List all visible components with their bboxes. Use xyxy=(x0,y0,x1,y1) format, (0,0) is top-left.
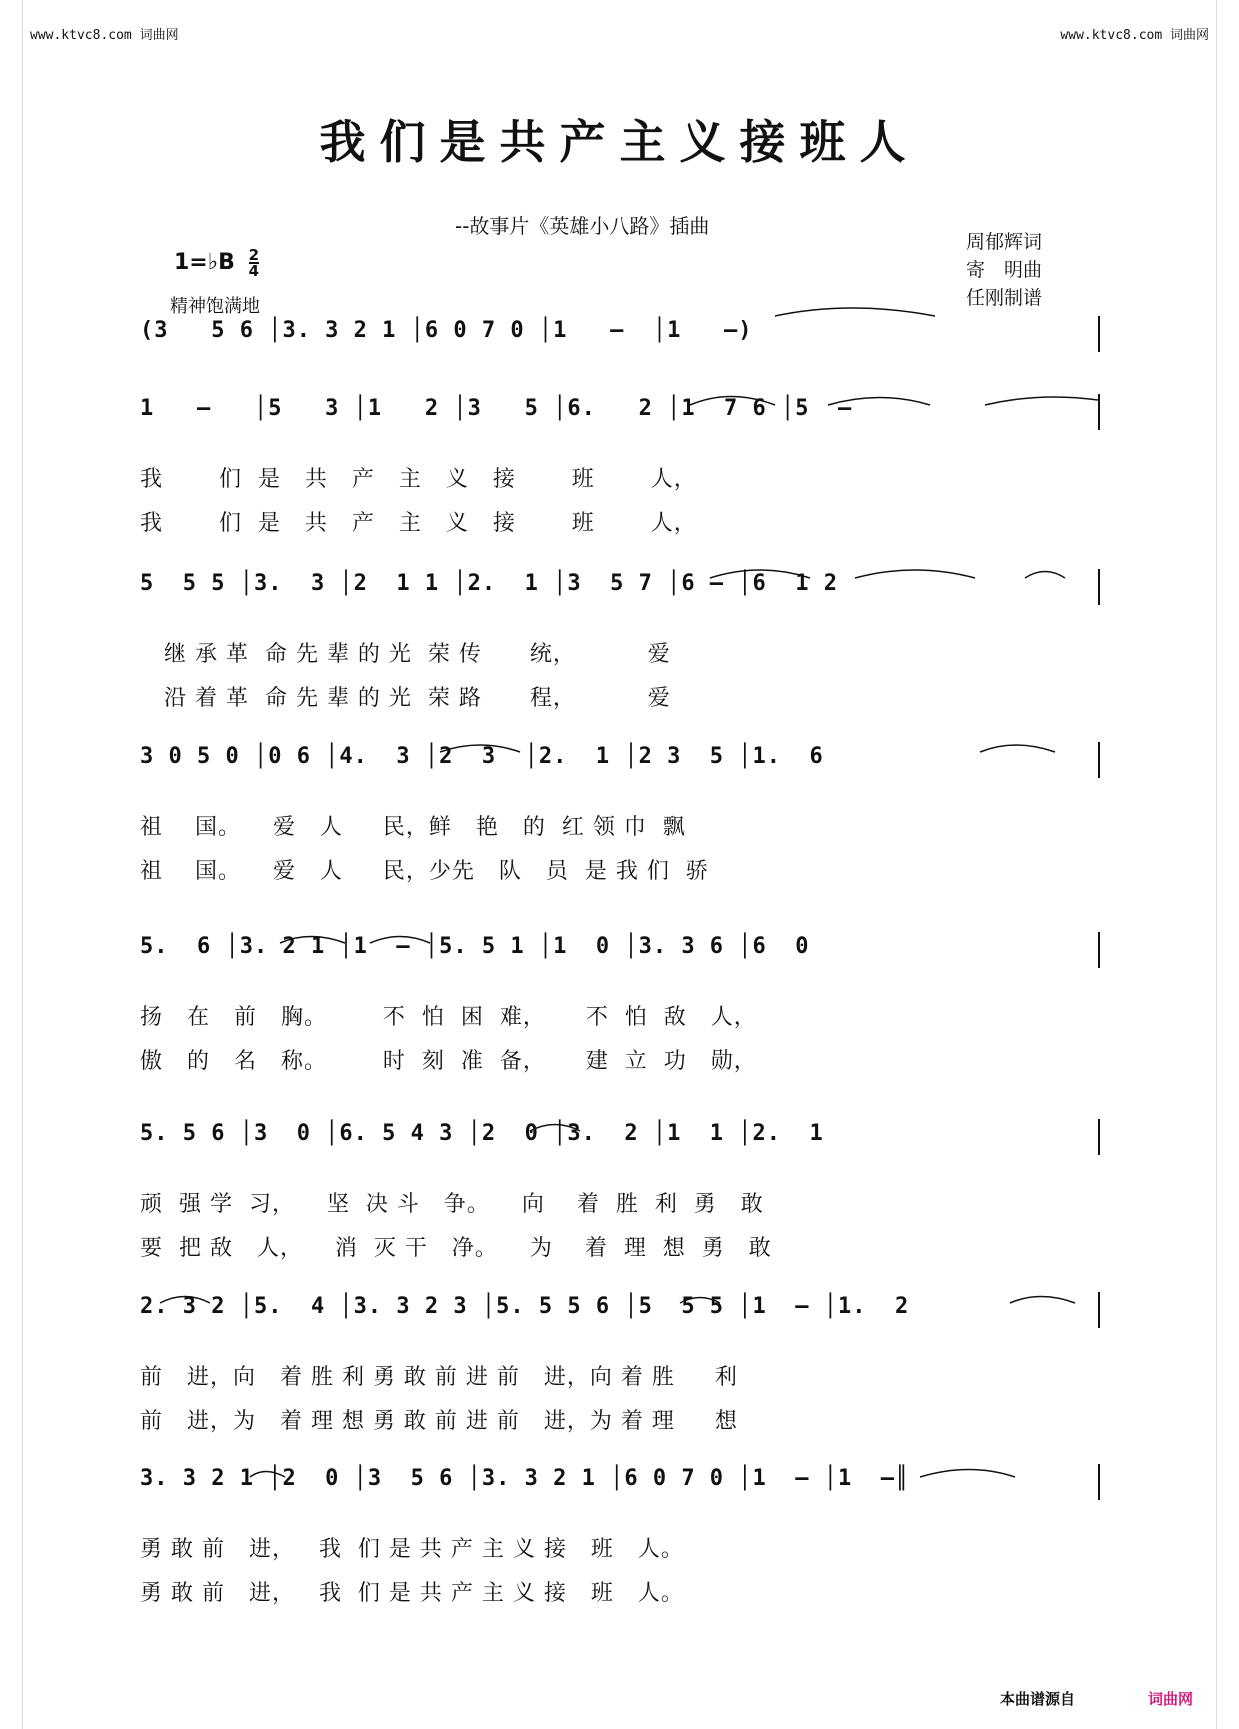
time-top: 2 xyxy=(248,246,259,264)
notation-line: 5. 5 6 │3 0 │6. 5 4 3 │2 0 │3. 2 │1 1 │2. 1 xyxy=(140,1121,824,1146)
time-bottom: 4 xyxy=(248,262,259,280)
lyric-line: 要 把 敌 人， 消 灭 干 净。 为 着 理 想 勇 敢 xyxy=(140,1236,772,1261)
watermark-site-right: www.ktvc8.com 词曲网 xyxy=(1060,28,1209,43)
lyric-line: 顽 强 学 习， 坚 决 斗 争。 向 着 胜 利 勇 敢 xyxy=(140,1192,764,1217)
lyric-line: 祖 国。 爱 人 民，鲜 艳 的 红 领 巾 飘 xyxy=(140,815,686,840)
end-barline xyxy=(1098,1464,1100,1500)
notation-line: (3 5 6 │3. 3 2 1 │6 0 7 0 │1 – │1 –) xyxy=(140,318,767,343)
end-barline xyxy=(1098,394,1100,430)
arranger: 任刚制谱 xyxy=(966,287,1043,309)
notation-line: 3. 3 2 1 │2 0 │3 5 6 │3. 3 2 1 │6 0 7 0 │1 – │1 –║ xyxy=(140,1466,910,1491)
notation-line: 1 – │5 3 │1 2 │3 5 │6. 2 │1 7 6 │5 – xyxy=(140,396,853,421)
key-text: 1=♭B xyxy=(174,250,235,275)
end-barline xyxy=(1098,569,1100,605)
end-barline xyxy=(1098,1119,1100,1155)
footer-source-label: 本曲谱源自 xyxy=(1000,1690,1076,1708)
lyric-line: 勇 敢 前 进， 我 们 是 共 产 主 义 接 班 人。 xyxy=(140,1537,684,1562)
end-barline xyxy=(1098,316,1100,352)
watermark-site-left: www.ktvc8.com 词曲网 xyxy=(30,28,179,43)
notation-line: 2. 3 2 │5. 4 │3. 3 2 3 │5. 5 5 6 │5 5 5 │1 – │1. 2 xyxy=(140,1294,910,1319)
key-signature xyxy=(174,248,259,278)
notation-line: 3 0 5 0 │0 6 │4. 3 │2 3 │2. 1 │2 3 5 │1. 6 xyxy=(140,744,824,769)
song-title: 我们是共产主义接班人 xyxy=(319,115,920,169)
right-border-line xyxy=(1216,0,1217,1729)
song-subtitle: --故事片《英雄小八路》插曲 xyxy=(455,214,710,238)
composer: 寄 明曲 xyxy=(966,259,1043,281)
notation-line: 5 5 5 │3. 3 │2 1 1 │2. 1 │3 5 7 │6 – │6 1 2 xyxy=(140,571,839,596)
end-barline xyxy=(1098,742,1100,778)
notation-line: 5. 6 │3. 2 1 │1 – │5. 5 1 │1 0 │3. 3 6 │6 0 xyxy=(140,934,810,959)
lyric-line: 扬 在 前 胸。 不 怕 困 难， 不 怕 敌 人， xyxy=(140,1005,757,1030)
lyric-line: 勇 敢 前 进， 我 们 是 共 产 主 义 接 班 人。 xyxy=(140,1581,684,1606)
lyric-line: 祖 国。 爱 人 民，少先 队 员 是 我 们 骄 xyxy=(140,859,709,884)
lyric-line: 沿 着 革 命 先 辈 的 光 荣 路 程， 爱 xyxy=(140,686,671,711)
end-barline xyxy=(1098,1292,1100,1328)
lyric-line: 前 进，向 着 胜 利 勇 敢 前 进 前 进，向 着 胜 利 xyxy=(140,1365,738,1390)
lyric-line: 继 承 革 命 先 辈 的 光 荣 传 统， 爱 xyxy=(140,642,671,667)
left-border-line xyxy=(22,0,23,1729)
credits xyxy=(966,228,1042,312)
lyric-line: 我 们 是 共 产 主 义 接 班 人， xyxy=(140,511,697,536)
lyricist: 周郁辉词 xyxy=(966,231,1043,253)
lyric-line: 我 们 是 共 产 主 义 接 班 人， xyxy=(140,467,697,492)
footer-source-brand: 词曲网 xyxy=(1148,1690,1194,1708)
lyric-line: 前 进，为 着 理 想 勇 敢 前 进 前 进，为 着 理 想 xyxy=(140,1409,738,1434)
end-barline xyxy=(1098,932,1100,968)
tempo-marking: 精神饱满地 xyxy=(170,296,260,317)
time-signature xyxy=(249,248,259,278)
lyric-line: 傲 的 名 称。 时 刻 准 备， 建 立 功 勋， xyxy=(140,1049,757,1074)
